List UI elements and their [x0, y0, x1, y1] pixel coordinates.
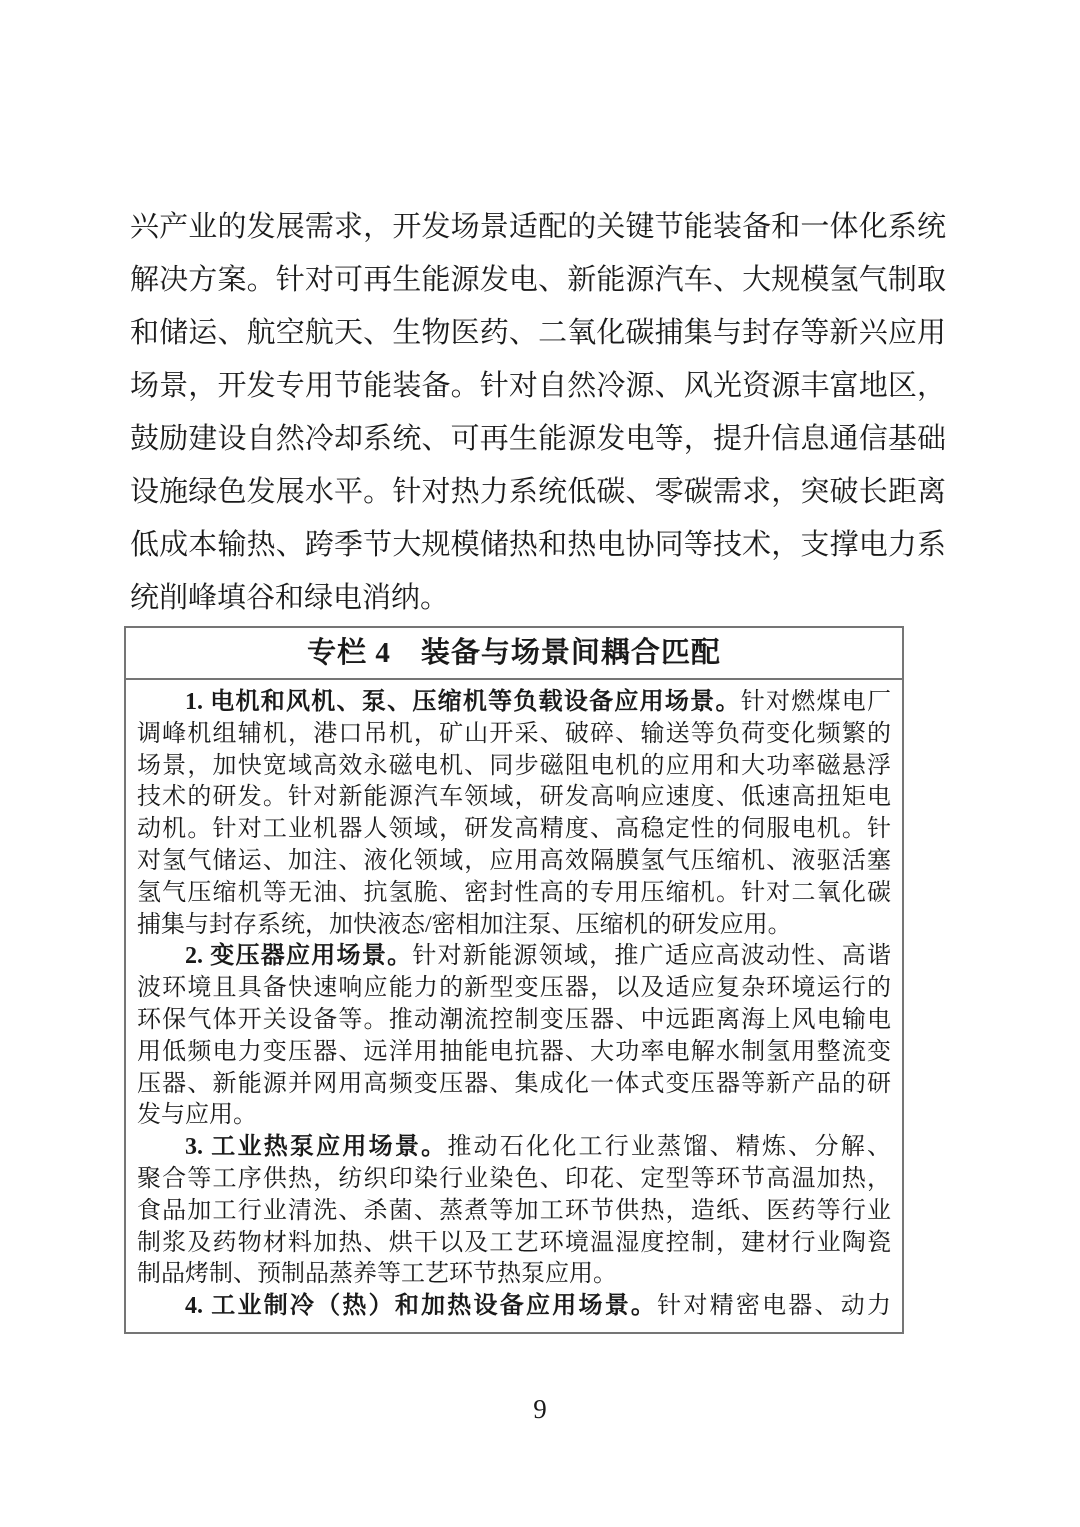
box-text-line: 聚合等工序供热，纺织印染行业染色、印花、定型等环节高温加热， [137, 1165, 891, 1192]
box-text-line: 波环境且具备快速响应能力的新型变压器，以及适应复杂环境运行的 [137, 975, 891, 1002]
body-text-line: 统削峰填谷和绿电消纳。 [130, 582, 450, 614]
box-text-line: 捕集与封存系统，加快液态/密相加注泵、压缩机的研发应用。 [137, 911, 792, 938]
box-text-line: 氢气压缩机等无油、抗氢脆、密封性高的专用压缩机。针对二氧化碳 [137, 879, 891, 906]
callout-box-title: 专栏 4 装备与场景间耦合匹配 [126, 628, 902, 680]
item-lead-bold: 4. 工业制冷（热）和加热设备应用场景。 [185, 1293, 658, 1320]
body-text-line: 设施绿色发展水平。针对热力系统低碳、零碳需求，突破长距离 [130, 476, 946, 508]
body-text-line: 兴产业的发展需求，开发场景适配的关键节能装备和一体化系统 [130, 211, 946, 243]
box-text-line: 3. 工业热泵应用场景。推动石化化工行业蒸馏、精炼、分解、 [185, 1134, 892, 1161]
box-text-line: 2. 变压器应用场景。针对新能源领域，推广适应高波动性、高谐 [185, 943, 892, 970]
box-text-line: 环保气体开关设备等。推动潮流控制变压器、中远距离海上风电输电 [137, 1006, 891, 1033]
box-text-line: 食品加工行业清洗、杀菌、蒸煮等加工环节供热，造纸、医药等行业 [137, 1197, 891, 1224]
body-text-line: 解决方案。针对可再生能源发电、新能源汽车、大规模氢气制取 [130, 264, 946, 296]
body-paragraph [130, 201, 946, 625]
box-text-line: 发与应用。 [137, 1102, 257, 1129]
callout-box-content [126, 680, 902, 1332]
box-text-line: 4. 工业制冷（热）和加热设备应用场景。针对精密电器、动力 [185, 1293, 892, 1320]
page-number: 9 [533, 1394, 547, 1424]
box-text-line: 制浆及药物材料加热、烘干以及工艺环境温湿度控制，建材行业陶瓷 [137, 1229, 891, 1256]
box-text-line: 动机。针对工业机器人领域，研发高精度、高稳定性的伺服电机。针 [137, 816, 891, 843]
box-text-line: 用低频电力变压器、远洋用抽能电抗器、大功率电解水制氢用整流变 [137, 1038, 891, 1065]
box-text-line: 调峰机组辅机，港口吊机，矿山开采、破碎、输送等负荷变化频繁的 [137, 720, 891, 747]
item-lead-bold: 3. 工业热泵应用场景。 [185, 1134, 448, 1161]
box-text-line: 压器、新能源并网用高频变压器、集成化一体式变压器等新产品的研 [137, 1070, 891, 1097]
body-text-line: 和储运、航空航天、生物医药、二氧化碳捕集与封存等新兴应用 [130, 317, 946, 349]
box-text-line: 1. 电机和风机、泵、压缩机等负载设备应用场景。针对燃煤电厂 [185, 689, 891, 715]
item-lead-bold: 2. 变压器应用场景。 [185, 943, 413, 970]
box-text-line: 场景，加快宽域高效永磁电机、同步磁阻电机的应用和大功率磁悬浮 [137, 752, 891, 779]
box-text-line: 制品烤制、预制品蒸养等工艺环节热泵应用。 [137, 1261, 617, 1288]
box-text-line: 技术的研发。针对新能源汽车领域，研发高响应速度、低速高扭矩电 [137, 784, 891, 811]
body-text-line: 场景，开发专用节能装备。针对自然冷源、风光资源丰富地区， [130, 370, 946, 402]
box-text-line: 对氢气储运、加注、液化领域，应用高效隔膜氢气压缩机、液驱活塞 [137, 847, 891, 874]
body-text-line: 鼓励建设自然冷却系统、可再生能源发电等，提升信息通信基础 [130, 423, 946, 455]
item-lead-bold: 1. 电机和风机、泵、压缩机等负载设备应用场景。 [185, 689, 741, 715]
body-text-line: 低成本输热、跨季节大规模储热和热电协同等技术，支撑电力系 [130, 529, 946, 561]
callout-box [124, 626, 904, 1334]
